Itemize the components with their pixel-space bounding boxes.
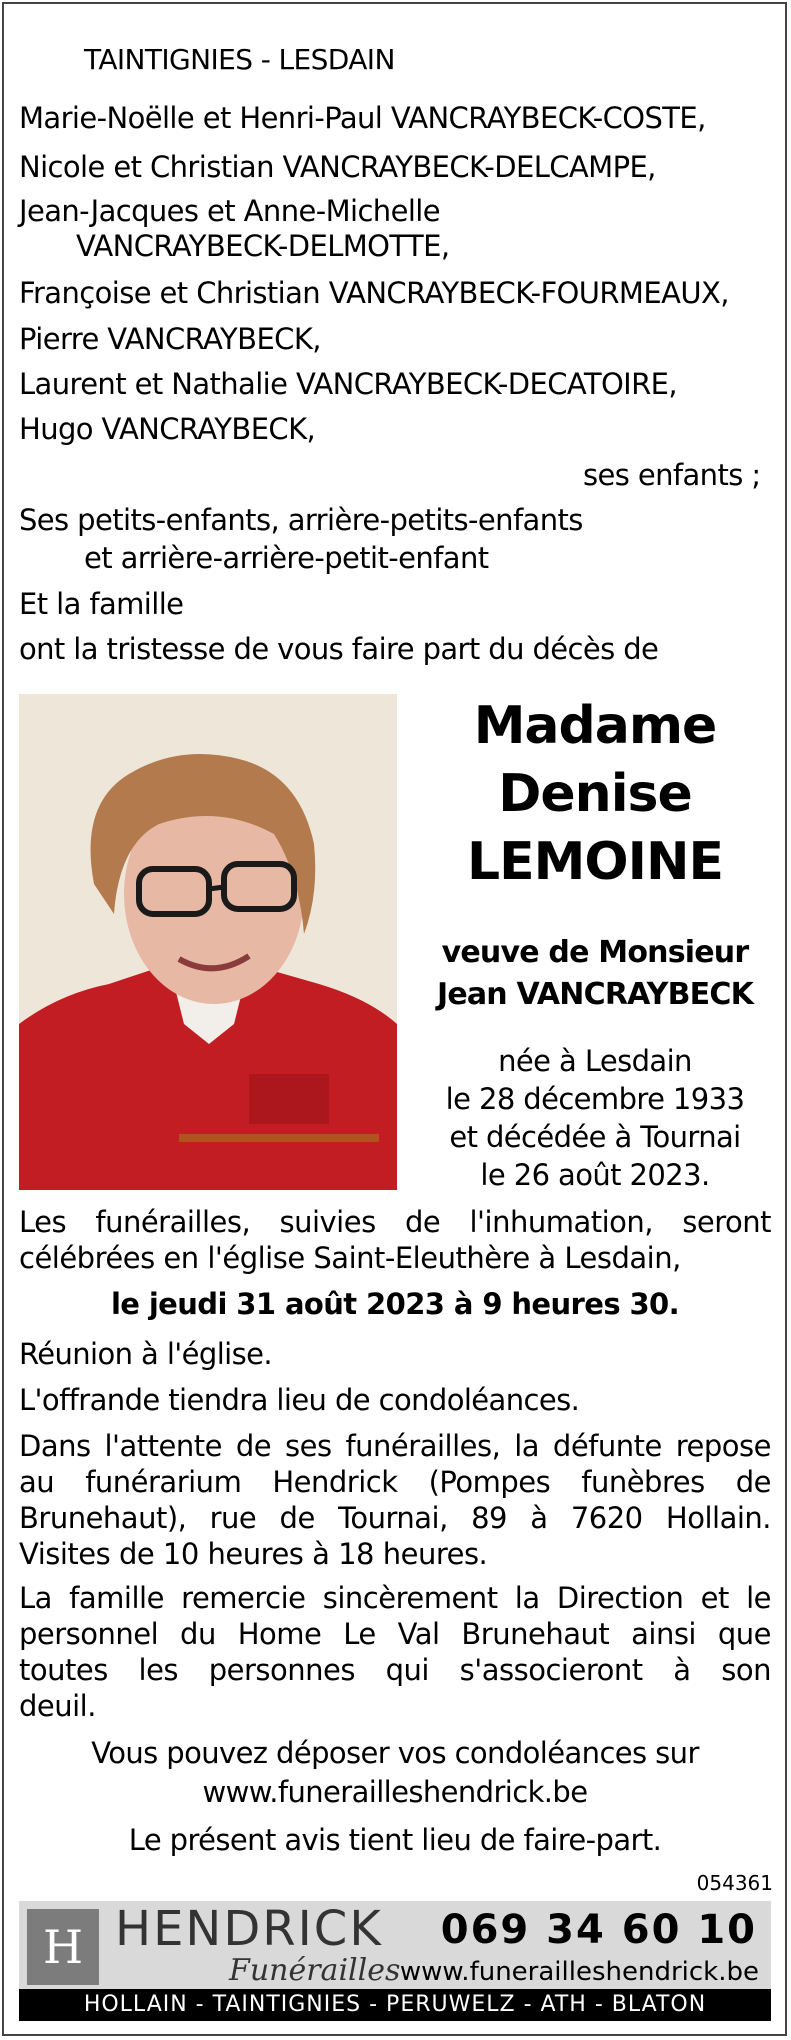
remerciements-line: toutes les personnes qui s'associeront à son xyxy=(19,1653,771,1687)
et-la-famille: Et la famille xyxy=(19,587,184,621)
offrande: L'offrande tiendra lieu de condoléances. xyxy=(19,1383,580,1417)
family-line: Françoise et Christian VANCRAYBECK-FOURMEAUX, xyxy=(19,276,729,310)
widow-line: Jean VANCRAYBECK xyxy=(436,977,754,1012)
attente-line: au funérarium Hendrick (Pompes funèbres de xyxy=(19,1465,771,1499)
deceased-title: Madame xyxy=(473,696,717,756)
funeral-home-banner xyxy=(19,1901,771,2021)
grandchildren-line: Ses petits-enfants, arrière-petits-enfants xyxy=(19,503,583,537)
funeral-home-name: HENDRICK xyxy=(115,1901,383,1957)
birth-line: le 26 août 2023. xyxy=(480,1158,710,1192)
remerciements-line: La famille remercie sincèrement la Direction et le xyxy=(19,1581,771,1615)
deceased-first-name: Denise xyxy=(498,764,692,824)
family-line: Marie-Noëlle et Henri-Paul VANCRAYBECK-COSTE, xyxy=(19,101,706,135)
family-line: Jean-Jacques et Anne-Michelle xyxy=(19,194,440,228)
family-line: Hugo VANCRAYBECK, xyxy=(19,412,316,446)
widow-line: veuve de Monsieur xyxy=(441,935,749,970)
funeral-line: célébrées en l'église Saint-Eleuthère à Lesdain, xyxy=(19,1241,681,1275)
condoleances-website[interactable]: www.funerailleshendrick.be xyxy=(202,1775,588,1809)
notice-code: 054361 xyxy=(696,1871,773,1895)
funeral-date: le jeudi 31 août 2023 à 9 heures 30. xyxy=(110,1287,680,1321)
announcement: ont la tristesse de vous faire part du décès de xyxy=(19,632,659,666)
grandchildren-line: et arrière-arrière-petit-enfant xyxy=(84,541,489,575)
remerciements-line: deuil. xyxy=(19,1689,96,1723)
deceased-photo xyxy=(19,694,397,1190)
birth-line: née à Lesdain xyxy=(498,1044,692,1078)
funeral-home-website[interactable]: www.funerailleshendrick.be xyxy=(399,1957,759,1987)
funeral-home-phone[interactable]: 069 34 60 10 xyxy=(440,1907,757,1953)
hendrick-logo: H xyxy=(27,1909,99,1985)
attente-line: Dans l'attente de ses funérailles, la défunte repose xyxy=(19,1429,771,1463)
birth-line: le 28 décembre 1933 xyxy=(445,1082,745,1116)
remerciements-line: personnel du Home Le Val Brunehaut ainsi que xyxy=(19,1617,771,1651)
remerciements-paragraph xyxy=(19,1580,771,1724)
portrait-illustration xyxy=(19,694,397,1190)
family-line: Laurent et Nathalie VANCRAYBECK-DECATOIRE, xyxy=(19,367,678,401)
family-line: Pierre VANCRAYBECK, xyxy=(19,322,321,356)
family-line: Nicole et Christian VANCRAYBECK-DELCAMPE, xyxy=(19,150,656,184)
attente-paragraph xyxy=(19,1428,771,1572)
attente-line: Visites de 10 heures à 18 heures. xyxy=(19,1537,488,1571)
deceased-last-name: LEMOINE xyxy=(467,832,723,892)
family-line: VANCRAYBECK-DELMOTTE, xyxy=(76,229,450,263)
header-location: TAINTIGNIES - LESDAIN xyxy=(84,43,395,76)
faire-part-notice: Le présent avis tient lieu de faire-part. xyxy=(128,1823,662,1857)
attente-line: Brunehaut), rue de Tournai, 89 à 7620 Hollain. xyxy=(19,1501,771,1535)
birth-line: et décédée à Tournai xyxy=(449,1120,741,1154)
funeral-home-subtitle: Funérailles xyxy=(229,1953,401,1988)
funeral-paragraph xyxy=(19,1204,771,1276)
condoleances-line: Vous pouvez déposer vos condoléances sur xyxy=(91,1736,699,1770)
ses-enfants: ses enfants ; xyxy=(583,458,761,492)
funeral-home-locations: HOLLAIN - TAINTIGNIES - PERUWELZ - ATH - BLATON xyxy=(19,1989,771,2021)
funeral-line: Les funérailles, suivies de l'inhumation, seront xyxy=(19,1205,771,1239)
reunion: Réunion à l'église. xyxy=(19,1337,272,1371)
